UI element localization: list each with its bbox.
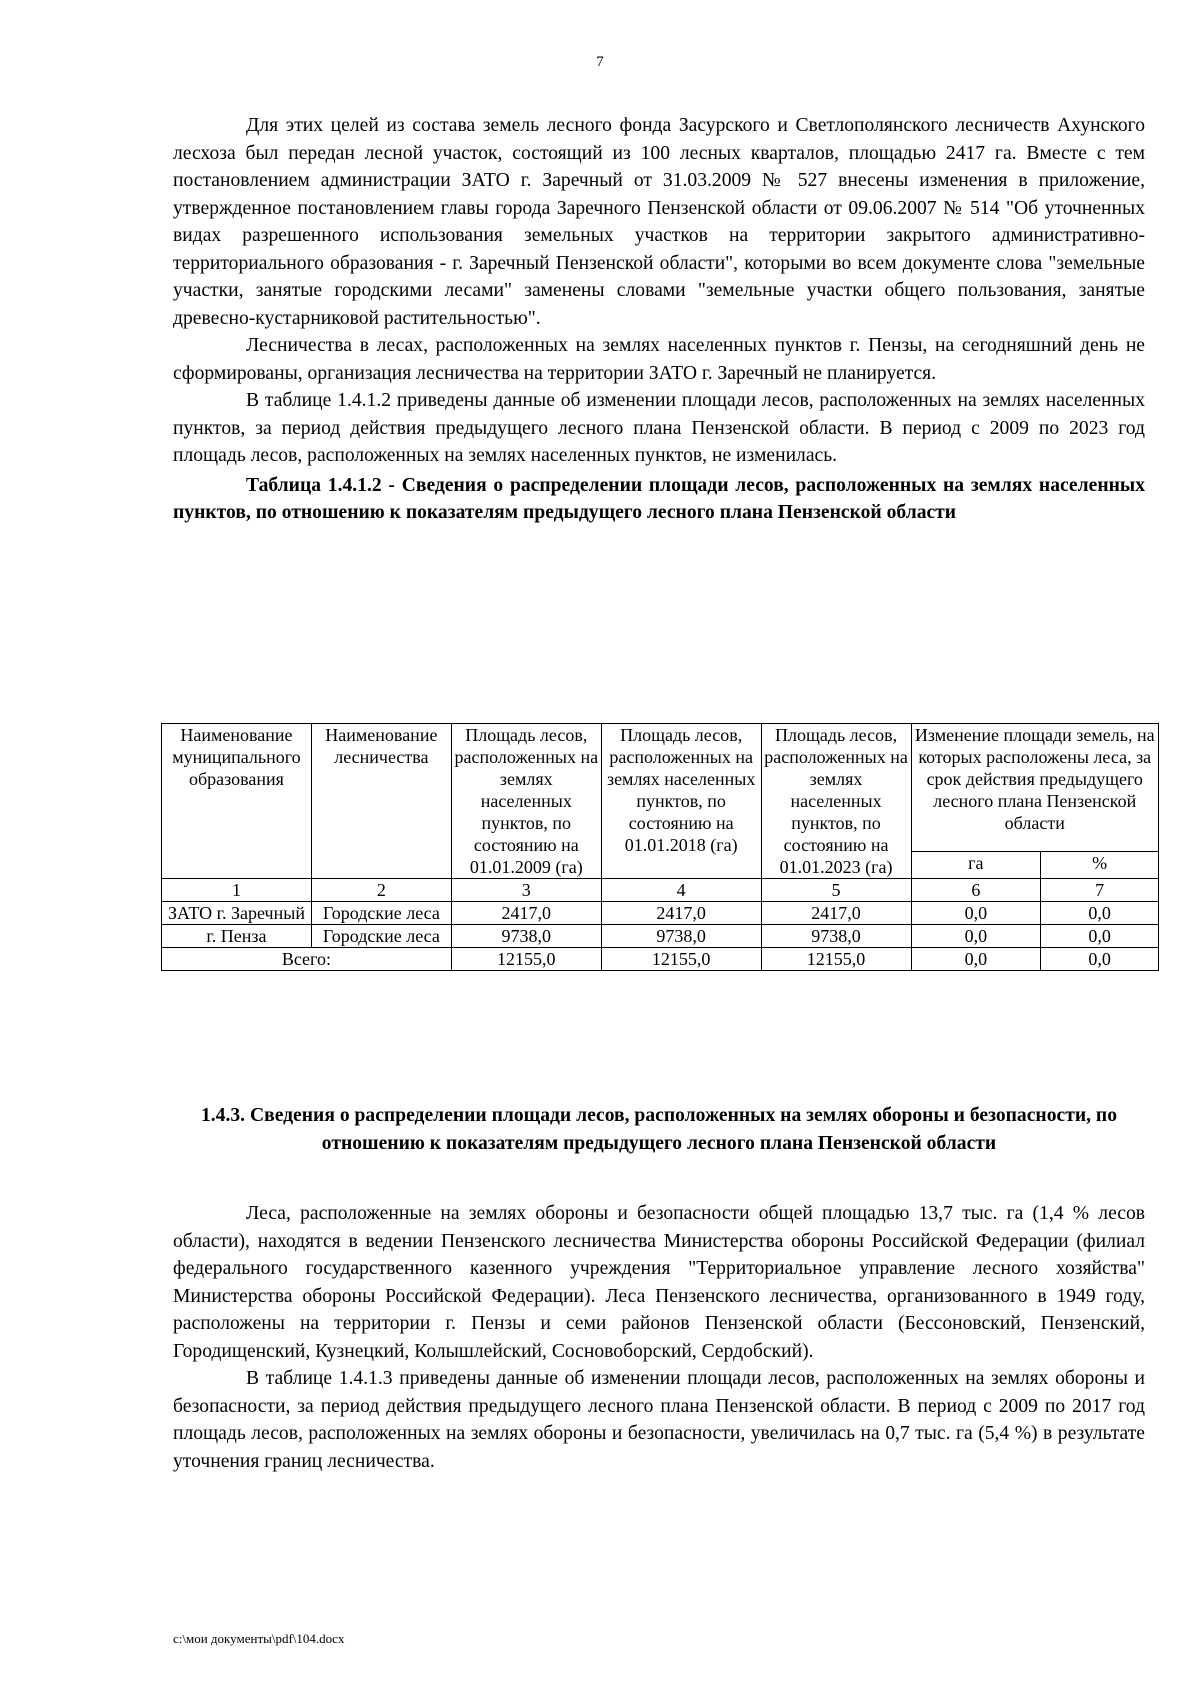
header-area-2023: Площадь лесов, расположенных на землях населенных пунктов, по состоянию на 01.01.2023 (га)	[761, 724, 911, 879]
column-number: 6	[911, 879, 1041, 902]
header-area-2009: Площадь лесов, расположенных на землях населенных пунктов, по состоянию на 01.01.2009 (га)	[451, 724, 601, 879]
cell-change-percent: 0,0	[1041, 902, 1159, 925]
cell-total-change-ha: 0,0	[911, 948, 1041, 971]
page-number: 7	[596, 54, 604, 70]
cell-total-change-percent: 0,0	[1041, 948, 1159, 971]
paragraph: Леса, расположенные на землях обороны и безопасности общей площадью 13,7 тыс. га (1,4 % лесов области), находятся в ведении Пензенского лесничества Министерства обороны Российской Федерации (филиал федерального государственного казенного учреждения "Территориальное управление лесного хозяйства" Министерства обороны Российской Федерации). Леса Пензенского лесничества, организованного в 1949 году, расположены на территории г. Пензы и семи районов Пензенской области (Бессоновский, Пензенский, Городищенский, Кузнецкий, Колышлейский, Сосновоборский, Сердобский).	[173, 1203, 1145, 1362]
cell-area-2023: 9738,0	[761, 925, 911, 948]
column-number: 3	[451, 879, 601, 902]
cell-change-percent: 0,0	[1041, 925, 1159, 948]
cell-change-ha: 0,0	[911, 902, 1041, 925]
column-number: 1	[162, 879, 312, 902]
header-area-2018: Площадь лесов, расположенных на землях населенных пунктов, по состоянию на 01.01.2018 (га)	[601, 724, 761, 879]
cell-municipality: ЗАТО г. Заречный	[162, 902, 312, 925]
column-number: 2	[311, 879, 451, 902]
cell-total-label: Всего:	[162, 948, 452, 971]
forest-area-table	[161, 723, 1159, 971]
column-number: 5	[761, 879, 911, 902]
header-municipality: Наименование муниципального образования	[162, 724, 312, 879]
table-total-row	[162, 948, 1159, 971]
cell-total-2018: 12155,0	[601, 948, 761, 971]
table-caption: Таблица 1.4.1.2 - Сведения о распределении площади лесов, расположенных на землях населенных пунктов, по отношению к показателям предыдущего лесного плана Пензенской области	[173, 474, 1145, 523]
column-number: 7	[1041, 879, 1159, 902]
column-number-row	[162, 879, 1159, 902]
column-number: 4	[601, 879, 761, 902]
cell-area-2023: 2417,0	[761, 902, 911, 925]
cell-forestry: Городские леса	[311, 902, 451, 925]
cell-total-2023: 12155,0	[761, 948, 911, 971]
header-area-change: Изменение площади земель, на которых расположены леса, за срок действия предыдущего лесного плана Пензенской области	[911, 724, 1159, 852]
cell-area-2009: 9738,0	[451, 925, 601, 948]
paragraph: Для этих целей из состава земель лесного фонда Засурского и Светлополянского лесничеств Ахунского лесхоза был передан лесной участок, состоящий из 100 лесных кварталов, площадью 2417 га. Вместе с тем постановлением администрации ЗАТО г. Заречный от 31.03.2009 № 527 внесены изменения в приложение, утвержденное постановлением главы города Заречного Пензенской области от 09.06.2007 № 514 "Об уточненных видах разрешенного использования земельных участков на территории закрытого административно-территориального образования - г. Заречный Пензенской области", которыми во всем документе слова "земельные участки, занятые городскими лесами" заменены словами "земельные участки общего пользования, занятые древесно-кустарниковой растительностью".	[173, 115, 1145, 329]
paragraph: В таблице 1.4.1.3 приведены данные об изменении площади лесов, расположенных на землях обороны и безопасности, за период действия предыдущего лесного плана Пензенской области. В период с 2009 по 2017 год площадь лесов, расположенных на землях обороны и безопасности, увеличилась на 0,7 тыс. га (5,4 %) в результате уточнения границ лесничества.	[173, 1368, 1145, 1472]
table-row	[162, 925, 1159, 948]
cell-municipality: г. Пенза	[162, 925, 312, 948]
section-heading: 1.4.3. Сведения о распределении площади лесов, расположенных на землях обороны и безопасности, по отношению к показателям предыдущего лесного плана Пензенской области	[200, 1105, 1118, 1154]
body-text-top	[173, 112, 1145, 527]
table-header-row	[162, 724, 1159, 852]
cell-area-2018: 2417,0	[601, 902, 761, 925]
subheader-ha: га	[911, 852, 1041, 879]
body-text-bottom	[173, 1200, 1145, 1475]
paragraph: В таблице 1.4.1.2 приведены данные об изменении площади лесов, расположенных на землях населенных пунктов, за период действия предыдущего лесного плана Пензенской области. В период с 2009 по 2023 год площадь лесов, расположенных на землях населенных пунктов, не изменилась.	[173, 390, 1145, 466]
header-forestry: Наименование лесничества	[311, 724, 451, 879]
table-row	[162, 902, 1159, 925]
cell-forestry: Городские леса	[311, 925, 451, 948]
subheader-percent: %	[1041, 852, 1159, 879]
cell-change-ha: 0,0	[911, 925, 1041, 948]
cell-area-2018: 9738,0	[601, 925, 761, 948]
paragraph: Лесничества в лесах, расположенных на землях населенных пунктов г. Пензы, на сегодняшний день не сформированы, организация лесничества на территории ЗАТО г. Заречный не планируется.	[173, 335, 1145, 384]
footer-file-path: c:\мои документы\pdf\104.docx	[173, 1631, 345, 1646]
cell-total-2009: 12155,0	[451, 948, 601, 971]
cell-area-2009: 2417,0	[451, 902, 601, 925]
